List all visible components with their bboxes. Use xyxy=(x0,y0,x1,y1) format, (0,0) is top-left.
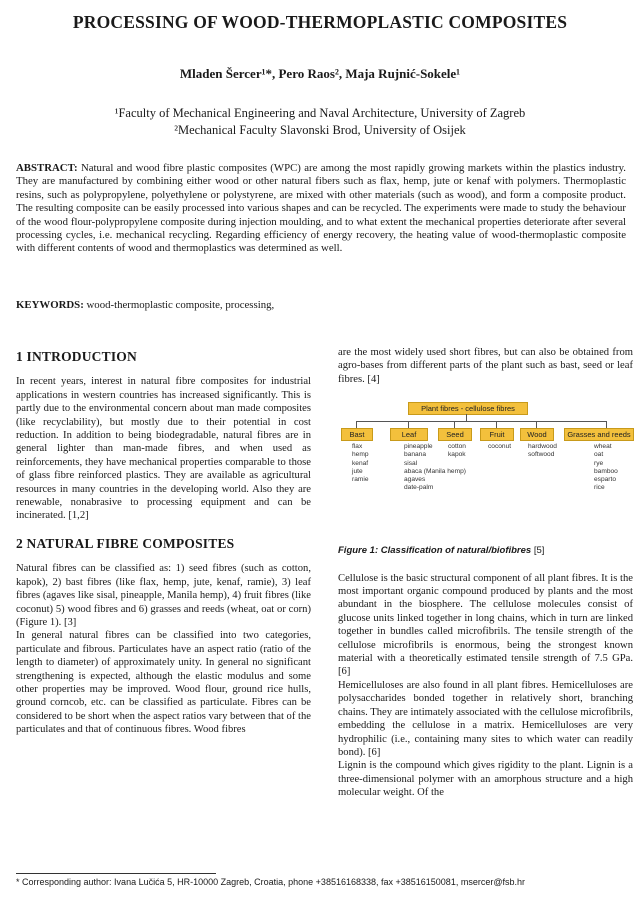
figure-list-fruit xyxy=(488,443,511,451)
footnote-rule xyxy=(16,873,216,874)
figure-item: flax xyxy=(352,443,363,451)
figure-category-seed: Seed xyxy=(438,428,472,441)
figure-caption-label: Figure 1: Classification of natural/biofibres xyxy=(338,545,532,557)
figure-list-seed xyxy=(448,443,466,459)
figure-item: esparto xyxy=(594,476,616,484)
figure-item: cotton xyxy=(448,443,466,451)
figure-item: rye xyxy=(594,459,604,467)
figure-item: abaca (Manila hemp) xyxy=(404,467,466,475)
figure-connector xyxy=(408,421,409,428)
natural-fibre-paragraph-1: Natural fibres can be classified as: 1) seed fibres (such as cotton, kapok), 2) bast fibres (like flax, hemp, jute, kenaf, ramie), 3) leaf fibres (agaves like sisal, pineapple, Manila hemp), 4) fruit fibres (like coconut) 5) wood fibres and 6) grasses and reeds (wheat, oat or corn) (Figure 1). [3] xyxy=(16,563,311,628)
affiliation-1: ¹Faculty of Mechanical Engineering and Naval Architecture, University of Zagreb xyxy=(114,106,526,120)
keywords-label: KEYWORDS: xyxy=(16,299,84,311)
figure-list-bast xyxy=(352,443,369,484)
left-column xyxy=(16,346,311,737)
figure-fibre-classification xyxy=(338,402,633,532)
figure-item: kenaf xyxy=(352,459,369,467)
author-list: Mladen Šercer¹*, Pero Raos², Maja Rujnić-Sokele¹ xyxy=(179,66,461,81)
right-paragraph-3: Hemicelluloses are also found in all plant fibres. Hemicelluloses are polysaccharides bonded together in relatively short, branching chains. They are intimately associated with the cellulose microfibrils, embedding the cellulose in a matrix. Hemicelluloses are very hydrophilic (i.e., containing many sites to which water can readily bond). [6] xyxy=(338,679,633,758)
section-heading-introduction: 1 INTRODUCTION xyxy=(16,349,137,364)
abstract-text: Natural and wood fibre plastic composites (WPC) are among the most rapidly growing markets within the plastics industry. They are manufactured by combining either wood or other natural fibers such as flax, hemp, jute or kenaf with polymers. Thermoplastic resins, such as polypropylene, polyethylene or polystyrene, are mixed with other materials (such as wood), and form a composite product. The resulting composite can be easily processed into various shapes and can be recycled. The experiments were made to study the behaviour of the wood flour-polypropylene composite during injection moulding, and to what extent the mechanical properties deteriorate after several processing cycles, i.e. mechanical recycling. Regarding efficiency of energy recovery, the heating value of wood-thermoplastic composite with different contents of wood and thermoplastics was determined as well. xyxy=(16,162,626,255)
figure-item: banana xyxy=(404,451,427,459)
figure-item: hardwood xyxy=(528,443,557,451)
figure-item: bamboo xyxy=(594,467,618,475)
figure-item: softwood xyxy=(528,451,555,459)
figure-item: jute xyxy=(352,467,363,475)
figure-item: wheat xyxy=(594,443,612,451)
figure-connector xyxy=(454,421,455,428)
figure-connector xyxy=(536,421,537,428)
figure-connector xyxy=(466,414,467,421)
figure-connector xyxy=(606,421,607,428)
figure-category-wood: Wood xyxy=(520,428,554,441)
right-paragraph-2: Cellulose is the basic structural component of all plant fibres. It is the most important organic compound produced by plants and the most abundant in the biosphere. The cellulose molecules consist of glucose units linked together in long chains, which in turn are linked together in bundles called microfibrils. The tensile strength of the cellulose microfibrils is enormous, being the strongest known material with a theoretically estimated tensile strength of 7.5 GPa. [6] xyxy=(338,572,633,678)
figure-list-grasses xyxy=(594,443,618,492)
figure-caption-ref: [5] xyxy=(531,545,545,557)
figure-category-leaf: Leaf xyxy=(390,428,428,441)
right-column xyxy=(338,346,633,800)
figure-item: date-palm xyxy=(404,484,434,492)
figure-item: kapok xyxy=(448,451,466,459)
figure-category-bast: Bast xyxy=(341,428,373,441)
figure-root-box: Plant fibres - cellulose fibres xyxy=(408,402,528,415)
right-paragraph-4: Lignin is the compound which gives rigidity to the plant. Lignin is a three-dimensional polymer with an amorphous structure and a high molecular weight. Of the xyxy=(338,760,633,799)
right-paragraph-1: are the most widely used short fibres, but can also be obtained from agro-bases from different parts of the plant such as bast, seed or leaf fibres. [4] xyxy=(338,347,633,385)
keywords-text: wood-thermoplastic composite, processing, xyxy=(83,299,275,311)
paper-title: PROCESSING OF WOOD-THERMOPLASTIC COMPOSITES xyxy=(72,12,568,32)
figure-connector xyxy=(356,421,357,428)
figure-list-wood xyxy=(528,443,557,459)
figure-item: ramie xyxy=(352,476,369,484)
figure-item: oat xyxy=(594,451,604,459)
figure-item: agaves xyxy=(404,476,426,484)
introduction-paragraph: In recent years, interest in natural fibre composites for industrial applications in western countries has increased significantly. This is partly due to the environmental concern about man made composites (like recyclability), but mostly due to their potential in cost reduction. In addition to being biodegradable, natural fibres are in general lighter than man-made fibres, and when used as reinforcements, they have mechanical properties comparable to those of glass fibre reinforced plastics. They are available as agricultural resources in many countries in the developing world. Also they are renewable, nonabrasive to processing equipment and can be incinerated. [1,2] xyxy=(16,376,311,522)
figure-category-grasses: Grasses and reeds xyxy=(564,428,634,441)
footnote: * Corresponding author: Ivana Lučića 5, HR-10000 Zagreb, Croatia, phone +38516168338, fax +38516150081, msercer@fsb.hr xyxy=(16,877,525,887)
natural-fibre-paragraph-2: In general natural fibres can be classified into two categories, particulate and fibrous. Particulates have an aspect ratio (ratio of the length to diameter) of approximately unity. In general no significant strengthening is expected, although the elastic modulus and some other properties may be improved. Wood flour, ground rice hulls, ground corncob, etc. can be classified as particulate. Fibres can be considered to be short when the aspect ratios vary between that of the particulates and that of continuous fibres. Wood fibres xyxy=(16,630,311,736)
figure-connector xyxy=(496,421,497,428)
abstract-label: ABSTRACT: xyxy=(16,162,78,174)
keywords xyxy=(16,299,626,311)
figure-item: sisal xyxy=(404,459,418,467)
figure-item: rice xyxy=(594,484,605,492)
figure-item: pineapple xyxy=(404,443,433,451)
abstract xyxy=(16,162,626,256)
figure-connector xyxy=(356,421,606,422)
figure-category-fruit: Fruit xyxy=(480,428,514,441)
affiliation-2: ²Mechanical Faculty Slavonski Brod, University of Osijek xyxy=(174,123,466,137)
figure-item: hemp xyxy=(352,451,369,459)
section-heading-natural-fibre: 2 NATURAL FIBRE COMPOSITES xyxy=(16,535,235,551)
figure-item: coconut xyxy=(488,443,512,451)
figure-caption xyxy=(338,544,633,557)
